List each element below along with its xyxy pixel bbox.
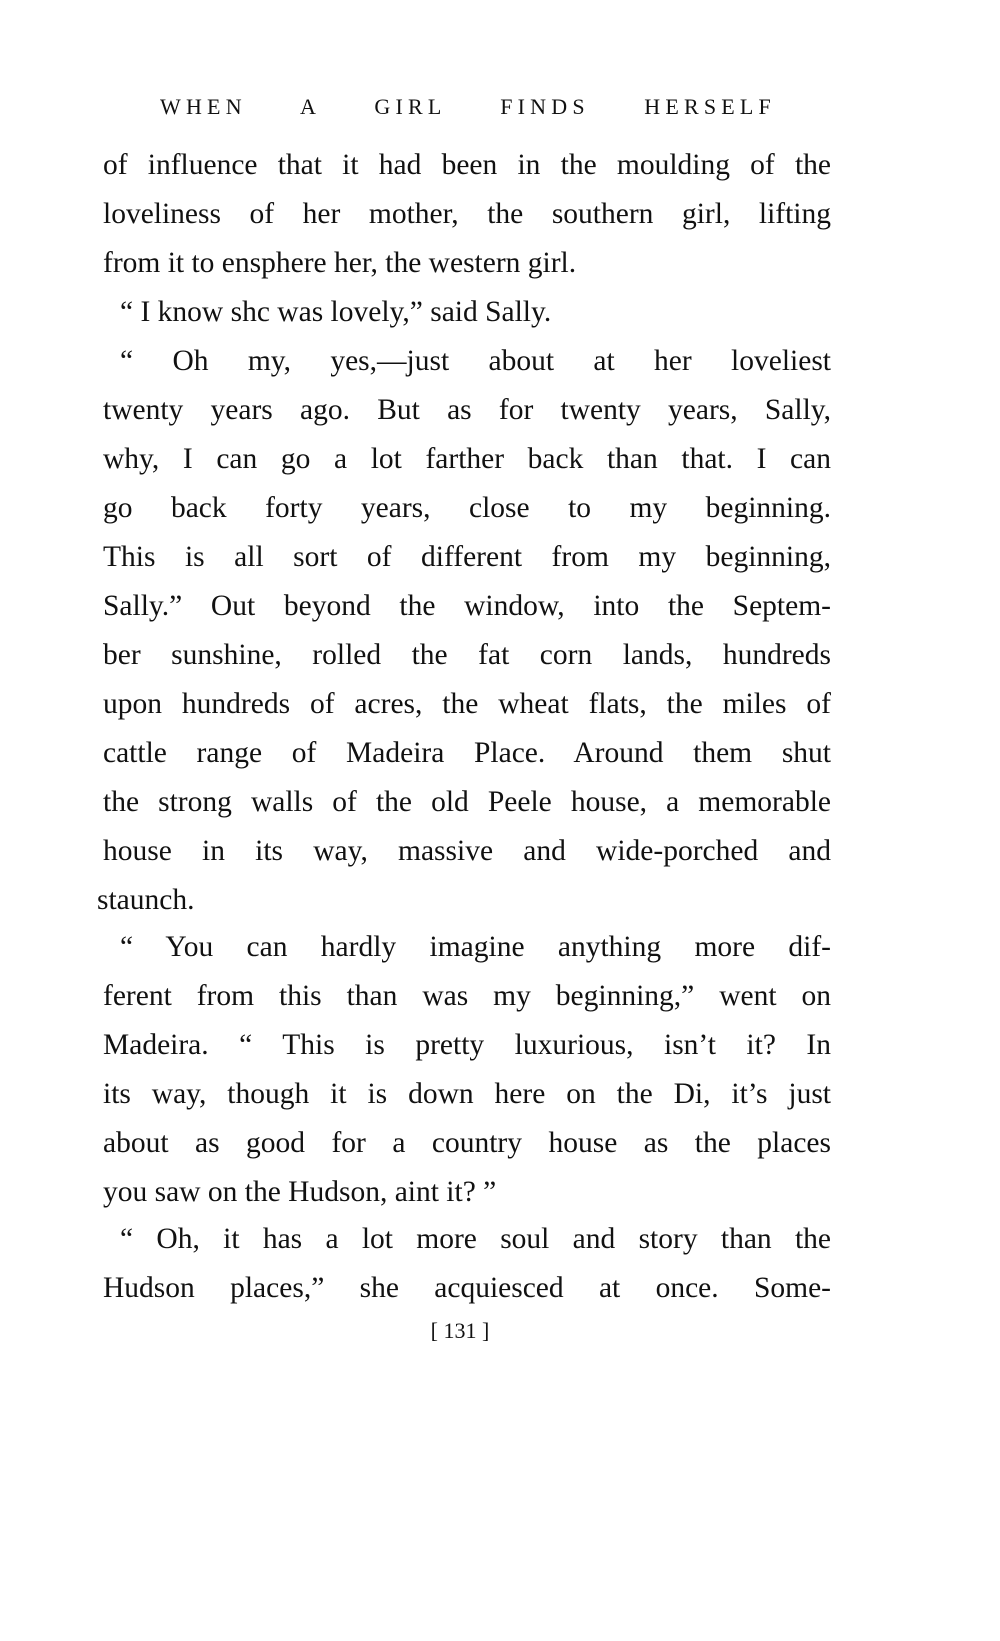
text-line: This is all sort of different from my beginning, [103,541,831,573]
text-line: you saw on the Hudson, aint it? ” [103,1176,497,1208]
text-line: cattle range of Madeira Place. Around them shut [103,737,831,769]
text-line: Sally.” Out beyond the window, into the Septem- [103,590,831,622]
page-number: [ 131 ] [430,1318,490,1343]
body-text [97,141,831,1313]
text-line: loveliness of her mother, the southern girl, lifting [103,198,831,230]
text-line: its way, though it is down here on the Di, it’s just [103,1078,831,1110]
text-line: go back forty years, close to my beginning. [103,492,831,524]
text-line: house in its way, massive and wide-porched and [103,835,831,867]
text-line: upon hundreds of acres, the wheat flats, the miles of [103,688,831,720]
text-line: staunch. [97,884,195,916]
text-line: Hudson places,” she acquiesced at once. Some- [103,1272,831,1304]
running-head: WHEN A GIRL FINDS HERSELF [160,94,776,119]
text-line: the strong walls of the old Peele house, a memorable [103,786,831,818]
text-line: “ Oh my, yes,—just about at her loveliest [120,345,831,377]
text-line: twenty years ago. But as for twenty years, Sally, [103,394,831,426]
text-line: of influence that it had been in the moulding of the [103,149,831,181]
text-line: ber sunshine, rolled the fat corn lands, hundreds [103,639,831,671]
text-line: from it to ensphere her, the western girl. [103,247,577,279]
text-line: “ You can hardly imagine anything more dif- [120,931,831,963]
text-line: Madeira. “ This is pretty luxurious, isn’t it? In [103,1029,831,1061]
text-line: ferent from this than was my beginning,” went on [103,980,831,1012]
text-line: “ I know shc was lovely,” said Sally. [120,296,552,328]
text-line: “ Oh, it has a lot more soul and story than the [120,1223,831,1255]
text-line: why, I can go a lot farther back than that. I can [103,443,831,475]
text-line: about as good for a country house as the places [103,1127,831,1159]
